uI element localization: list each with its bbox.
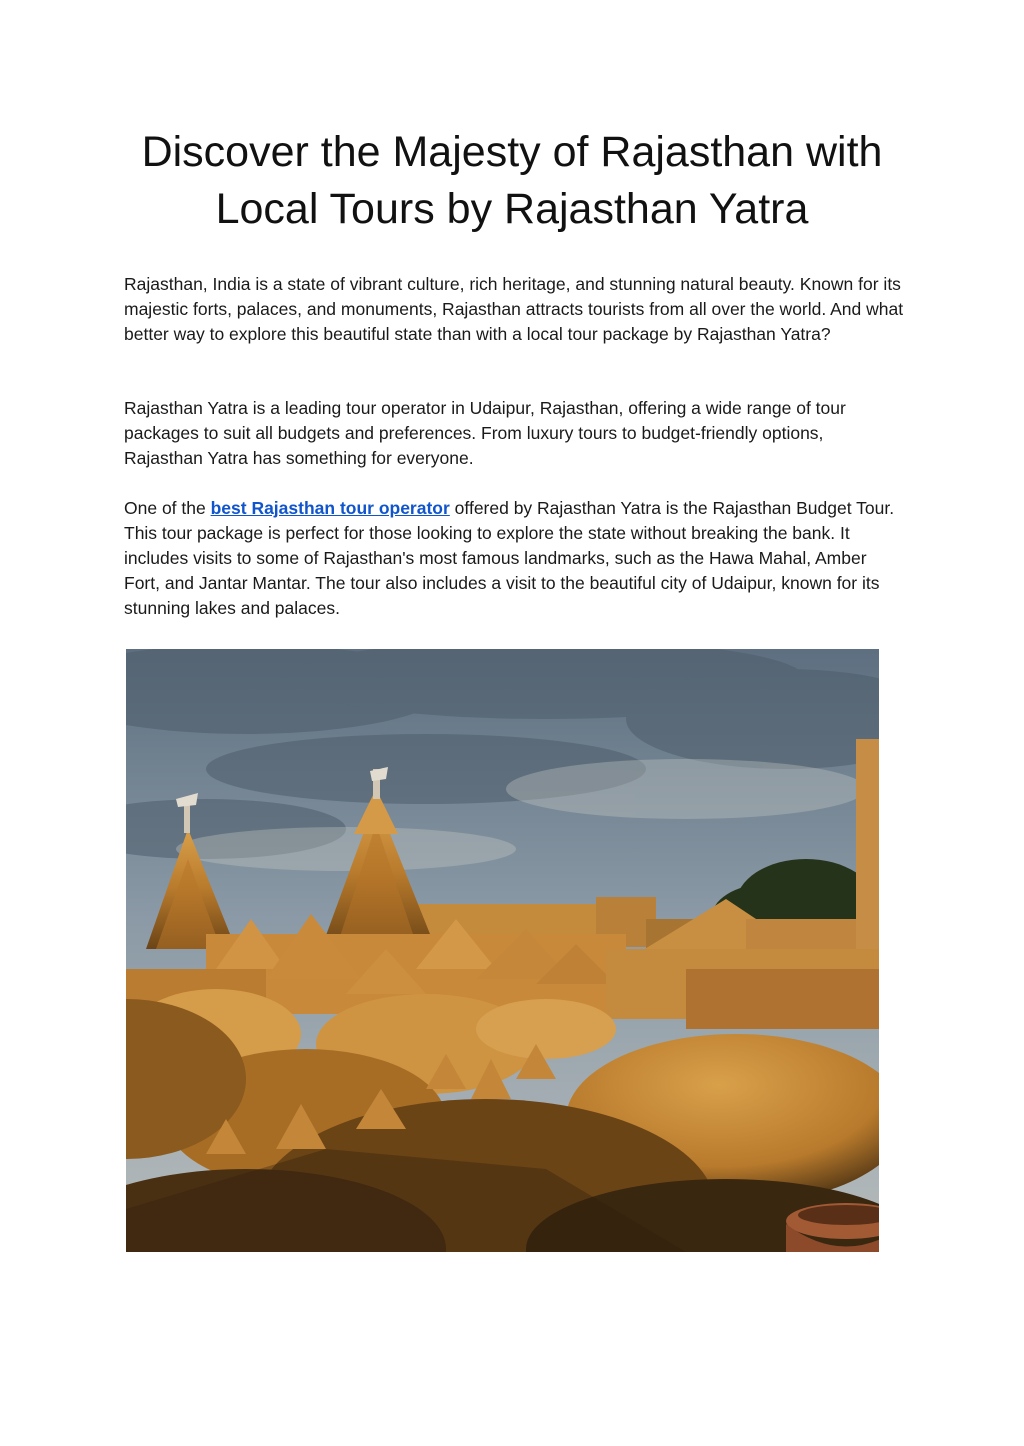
paragraph-budget-tour-body: offered by Rajasthan Yatra is the Rajasthan Budget Tour. This tour package is perfect for those looking to explore the state without breaking the bank. It includes visits to some of Rajasthan's most famous landmarks, such as the Hawa Mahal, Amber Fort, and Jantar Mantar. The tour also includes a visit to the beautiful city of Udaipur, known for its stunning lakes and palaces.	[124, 498, 895, 618]
jain-temple-photo	[126, 649, 879, 1252]
paragraph-intro: Rajasthan, India is a state of vibrant culture, rich heritage, and stunning natural beauty. Known for its majestic forts, palaces, and monuments, Rajasthan attracts tourists from all over the world. And what better way to explore this beautiful state than with a local tour package by Rajasthan Yatra?	[124, 274, 904, 344]
document-title: Discover the Majesty of Rajasthan with Local Tours by Rajasthan Yatra	[141, 128, 883, 233]
paragraph-budget-tour-lead: One of the	[124, 498, 211, 518]
best-rajasthan-tour-operator-link[interactable]: best Rajasthan tour operator	[210, 498, 450, 518]
paragraph-operator: Rajasthan Yatra is a leading tour operator in Udaipur, Rajasthan, offering a wide range of tour packages to suit all budgets and preferences. From luxury tours to budget-friendly options, Rajasthan Yatra has something for everyone.	[124, 398, 846, 468]
paragraph-budget-tour	[124, 496, 904, 621]
